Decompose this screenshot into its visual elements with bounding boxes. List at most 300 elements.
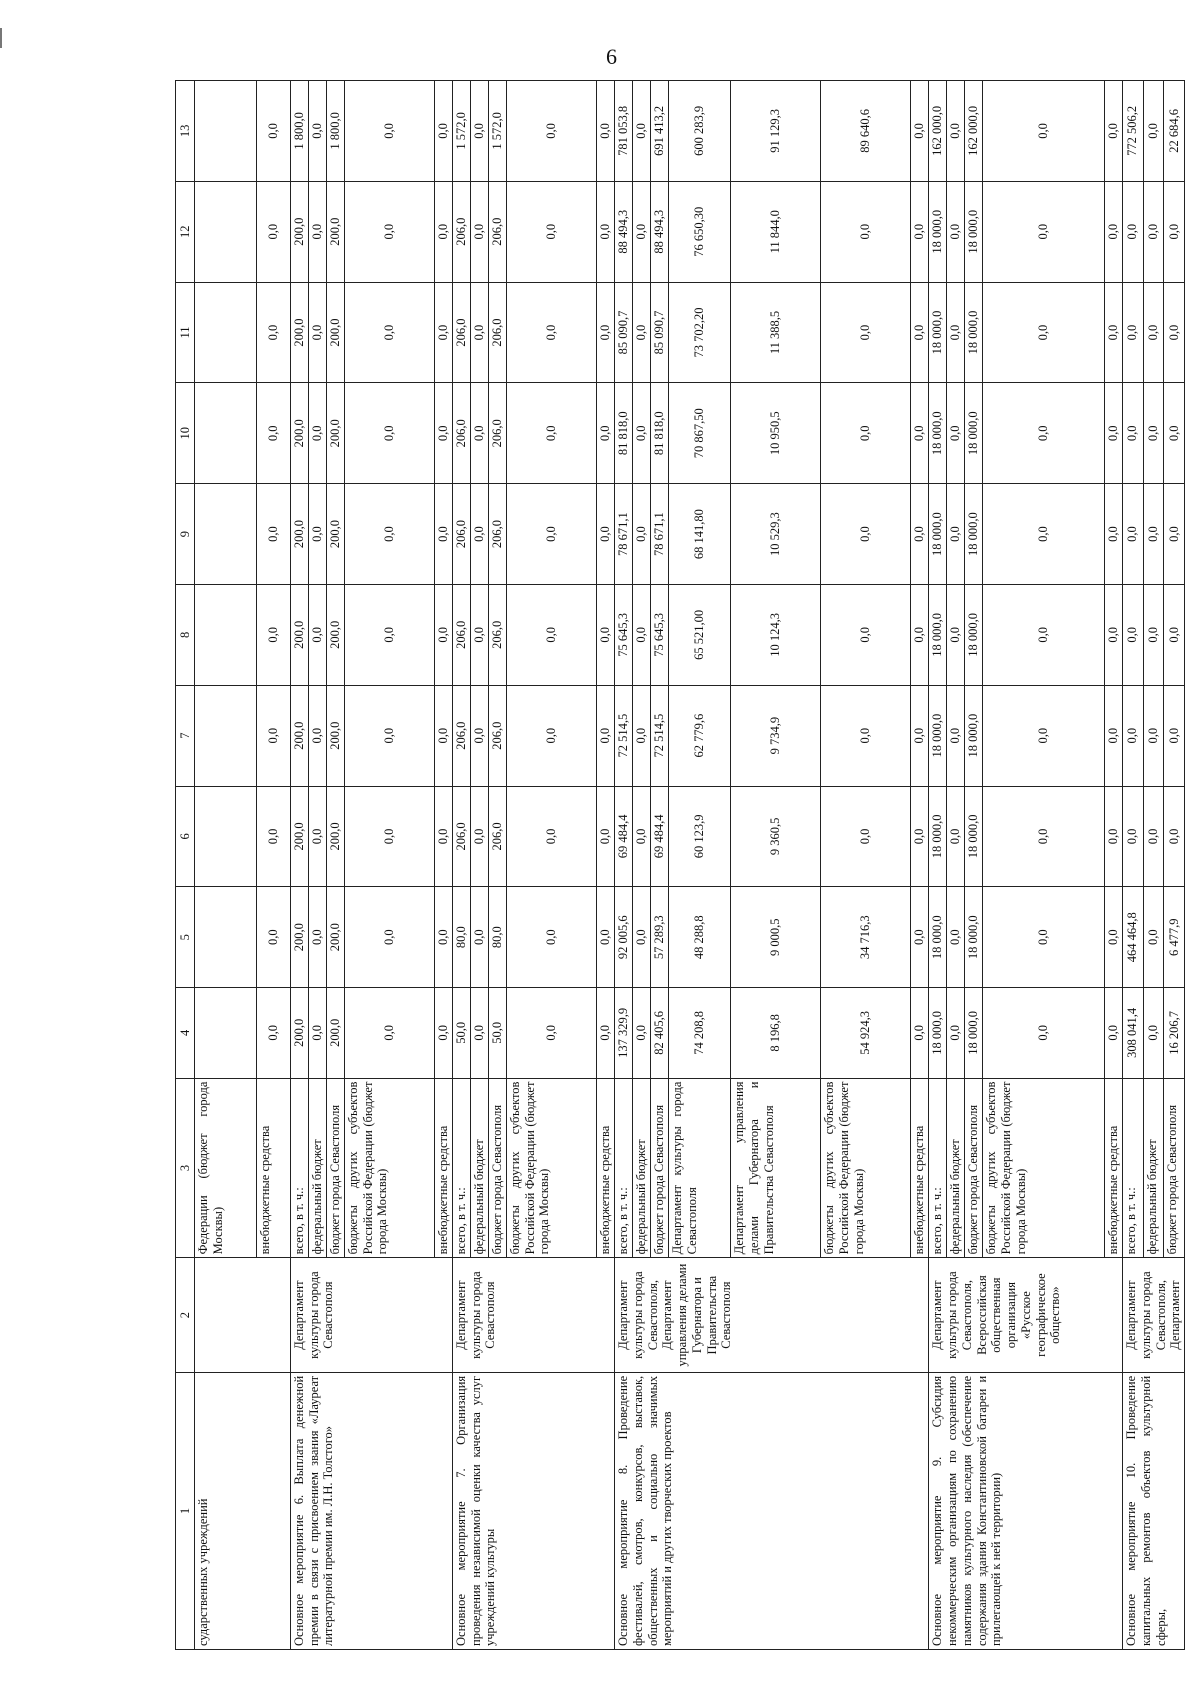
- value-cell: 0,0: [1123, 584, 1144, 685]
- table-row: [290, 81, 308, 1650]
- value-cell: 85 090,7: [651, 282, 669, 383]
- value-cell: 200,0: [290, 988, 308, 1078]
- funding-source-cell: бюджеты других субъектов Российской Федерации (бюджет города Москвы): [506, 1078, 596, 1258]
- value-cell: 0,0: [308, 786, 326, 887]
- value-cell: 0,0: [983, 484, 1105, 585]
- value-cell: 1 800,0: [326, 81, 344, 182]
- value-cell: 18 000,0: [965, 584, 983, 685]
- value-cell: 69 484,4: [615, 786, 633, 887]
- value-cell: 0,0: [1105, 887, 1123, 988]
- value-cell: 0,0: [983, 181, 1105, 282]
- value-cell: 0,0: [1123, 685, 1144, 786]
- value-cell: 78 671,1: [651, 484, 669, 585]
- value-cell: 600 283,9: [669, 81, 731, 182]
- value-cell: 0,0: [506, 584, 596, 685]
- table-row: [615, 81, 633, 1650]
- value-cell: 88 494,3: [651, 181, 669, 282]
- value-cell: 0,0: [1123, 181, 1144, 282]
- value-cell: 0,0: [1105, 786, 1123, 887]
- value-cell: 0,0: [821, 383, 911, 484]
- value-cell: 0,0: [633, 887, 651, 988]
- value-cell: 0,0: [983, 685, 1105, 786]
- value-cell: 206,0: [488, 383, 506, 484]
- value-cell: 0,0: [256, 383, 290, 484]
- table-row: [195, 81, 257, 1650]
- value-cell: 0,0: [597, 282, 615, 383]
- value-cell: 78 671,1: [615, 484, 633, 585]
- scan-edge-mark: [0, 28, 2, 48]
- value-cell: 0,0: [947, 584, 965, 685]
- value-cell: 0,0: [308, 81, 326, 182]
- value-cell: 88 494,3: [615, 181, 633, 282]
- value-cell: 91 129,3: [731, 81, 821, 182]
- value-cell: 781 053,8: [615, 81, 633, 182]
- value-cell: 0,0: [947, 988, 965, 1078]
- value-cell: 18 000,0: [929, 584, 947, 685]
- value-cell: 0,0: [256, 887, 290, 988]
- value-cell: [195, 383, 257, 484]
- value-cell: 0,0: [344, 282, 434, 383]
- value-cell: 0,0: [1105, 181, 1123, 282]
- value-cell: 0,0: [470, 81, 488, 182]
- value-cell: 80,0: [452, 887, 470, 988]
- value-cell: 206,0: [452, 584, 470, 685]
- funding-source-cell: федеральный бюджет: [947, 1078, 965, 1258]
- value-cell: 0,0: [256, 988, 290, 1078]
- value-cell: 0,0: [1143, 685, 1164, 786]
- value-cell: 0,0: [344, 81, 434, 182]
- column-number: 11: [176, 282, 195, 383]
- activity-cell: Основное мероприятие 9. Субсидия некоммерческим организациям по сохранению памятников культурного наследия (обеспечение содержания здания Константиновской батареи и прилегающей к ней территории): [929, 1372, 1123, 1649]
- activity-cell: Основное мероприятие 10. Проведение капитальных ремонтов объектов культурной сферы,: [1123, 1372, 1185, 1649]
- value-cell: 0,0: [821, 685, 911, 786]
- value-cell: 200,0: [290, 181, 308, 282]
- value-cell: 0,0: [597, 584, 615, 685]
- value-cell: 0,0: [308, 584, 326, 685]
- value-cell: 0,0: [1123, 484, 1144, 585]
- funding-source-cell: федеральный бюджет: [470, 1078, 488, 1258]
- value-cell: 48 288,8: [669, 887, 731, 988]
- value-cell: 0,0: [470, 685, 488, 786]
- value-cell: 0,0: [344, 584, 434, 685]
- value-cell: 0,0: [1164, 383, 1185, 484]
- table-row: [452, 81, 470, 1650]
- value-cell: 206,0: [488, 786, 506, 887]
- value-cell: 0,0: [344, 484, 434, 585]
- value-cell: 73 702,20: [669, 282, 731, 383]
- page-number: 6: [606, 44, 617, 69]
- value-cell: 0,0: [506, 181, 596, 282]
- funding-source-cell: бюджеты других субъектов Российской Федерации (бюджет города Москвы): [821, 1078, 911, 1258]
- value-cell: 0,0: [470, 181, 488, 282]
- value-cell: 72 514,5: [651, 685, 669, 786]
- funding-source-cell: всего, в т. ч.:: [615, 1078, 633, 1258]
- value-cell: 0,0: [983, 81, 1105, 182]
- value-cell: 0,0: [983, 282, 1105, 383]
- value-cell: 200,0: [290, 282, 308, 383]
- value-cell: [195, 484, 257, 585]
- value-cell: 0,0: [506, 786, 596, 887]
- value-cell: 0,0: [947, 282, 965, 383]
- value-cell: 1 800,0: [290, 81, 308, 182]
- activity-cell: сударственных учреждений: [195, 1372, 291, 1649]
- value-cell: 206,0: [452, 383, 470, 484]
- value-cell: 0,0: [947, 484, 965, 585]
- value-cell: 18 000,0: [929, 685, 947, 786]
- activity-cell: Основное мероприятие 7. Организация проведения независимой оценки качества услуг учреждений культуры: [452, 1372, 614, 1649]
- value-cell: 691 413,2: [651, 81, 669, 182]
- value-cell: 0,0: [1143, 786, 1164, 887]
- value-cell: [195, 81, 257, 182]
- value-cell: 11 388,5: [731, 282, 821, 383]
- value-cell: 10 124,3: [731, 584, 821, 685]
- value-cell: 0,0: [506, 887, 596, 988]
- value-cell: 0,0: [434, 383, 452, 484]
- value-cell: 0,0: [256, 181, 290, 282]
- column-number: 4: [176, 988, 195, 1078]
- value-cell: 0,0: [344, 988, 434, 1078]
- column-number: 1: [176, 1372, 195, 1649]
- column-number: 3: [176, 1078, 195, 1258]
- value-cell: 0,0: [308, 685, 326, 786]
- value-cell: 206,0: [452, 282, 470, 383]
- funding-source-cell: внебюджетные средства: [434, 1078, 452, 1258]
- value-cell: 0,0: [633, 181, 651, 282]
- funding-source-cell: всего, в т. ч.:: [929, 1078, 947, 1258]
- value-cell: 9 000,5: [731, 887, 821, 988]
- value-cell: 18 000,0: [965, 685, 983, 786]
- value-cell: 0,0: [633, 484, 651, 585]
- value-cell: 0,0: [947, 685, 965, 786]
- value-cell: 0,0: [1123, 786, 1144, 887]
- value-cell: 18 000,0: [929, 383, 947, 484]
- value-cell: 0,0: [470, 484, 488, 585]
- value-cell: [195, 584, 257, 685]
- value-cell: 0,0: [434, 887, 452, 988]
- value-cell: 0,0: [597, 786, 615, 887]
- value-cell: 0,0: [308, 181, 326, 282]
- value-cell: 0,0: [470, 786, 488, 887]
- value-cell: 0,0: [256, 685, 290, 786]
- value-cell: 0,0: [983, 383, 1105, 484]
- value-cell: 85 090,7: [615, 282, 633, 383]
- value-cell: 206,0: [488, 685, 506, 786]
- value-cell: 0,0: [983, 988, 1105, 1078]
- value-cell: 0,0: [256, 786, 290, 887]
- value-cell: 0,0: [434, 988, 452, 1078]
- funding-source-cell: всего, в т. ч.:: [1123, 1078, 1144, 1258]
- value-cell: 0,0: [470, 887, 488, 988]
- value-cell: 0,0: [821, 584, 911, 685]
- value-cell: 0,0: [597, 383, 615, 484]
- value-cell: 0,0: [1143, 584, 1164, 685]
- executor-cell: Департамент культуры города Севастополя: [452, 1258, 614, 1373]
- value-cell: 200,0: [326, 282, 344, 383]
- value-cell: 0,0: [983, 887, 1105, 988]
- value-cell: 0,0: [821, 786, 911, 887]
- value-cell: 60 123,9: [669, 786, 731, 887]
- value-cell: 0,0: [983, 584, 1105, 685]
- value-cell: 206,0: [488, 484, 506, 585]
- funding-source-cell: бюджет города Севастополя: [326, 1078, 344, 1258]
- value-cell: 34 716,3: [821, 887, 911, 988]
- value-cell: 0,0: [256, 584, 290, 685]
- value-cell: 0,0: [1143, 282, 1164, 383]
- value-cell: [195, 181, 257, 282]
- value-cell: 9 734,9: [731, 685, 821, 786]
- value-cell: 0,0: [1164, 584, 1185, 685]
- value-cell: 0,0: [434, 484, 452, 585]
- value-cell: 0,0: [947, 887, 965, 988]
- value-cell: 0,0: [506, 282, 596, 383]
- value-cell: 0,0: [434, 584, 452, 685]
- value-cell: 0,0: [470, 988, 488, 1078]
- value-cell: 68 141,80: [669, 484, 731, 585]
- funding-source-cell: внебюджетные средства: [911, 1078, 929, 1258]
- value-cell: 0,0: [633, 81, 651, 182]
- value-cell: 0,0: [308, 282, 326, 383]
- value-cell: 0,0: [1105, 988, 1123, 1078]
- value-cell: 18 000,0: [965, 988, 983, 1078]
- value-cell: 10 529,3: [731, 484, 821, 585]
- value-cell: 0,0: [1164, 484, 1185, 585]
- value-cell: 0,0: [470, 383, 488, 484]
- value-cell: 72 514,5: [615, 685, 633, 786]
- funding-source-cell: Департамент культуры города Севастополя: [669, 1078, 731, 1258]
- value-cell: 11 844,0: [731, 181, 821, 282]
- value-cell: 0,0: [1105, 282, 1123, 383]
- value-cell: 0,0: [1105, 685, 1123, 786]
- value-cell: 0,0: [506, 383, 596, 484]
- rotated-table-wrapper: [175, 80, 1185, 1650]
- value-cell: 6 477,9: [1164, 887, 1185, 988]
- value-cell: 50,0: [488, 988, 506, 1078]
- value-cell: 92 005,6: [615, 887, 633, 988]
- value-cell: 1 572,0: [452, 81, 470, 182]
- value-cell: 0,0: [344, 383, 434, 484]
- funding-source-cell: бюджет города Севастополя: [488, 1078, 506, 1258]
- value-cell: 0,0: [308, 988, 326, 1078]
- value-cell: 18 000,0: [965, 383, 983, 484]
- activity-cell: Основное мероприятие 8. Проведение фестивалей, смотров, конкурсов, выставок, общественных и социально значимых мероприятий и других творческих проектов: [615, 1372, 929, 1649]
- value-cell: 206,0: [488, 584, 506, 685]
- column-number: 6: [176, 786, 195, 887]
- value-cell: 0,0: [633, 988, 651, 1078]
- value-cell: 0,0: [597, 181, 615, 282]
- value-cell: 200,0: [326, 988, 344, 1078]
- value-cell: 0,0: [1123, 383, 1144, 484]
- value-cell: 57 289,3: [651, 887, 669, 988]
- executor-cell: [195, 1258, 291, 1373]
- table-row: [929, 81, 947, 1650]
- funding-source-cell: внебюджетные средства: [597, 1078, 615, 1258]
- value-cell: 0,0: [344, 786, 434, 887]
- value-cell: 206,0: [452, 786, 470, 887]
- value-cell: 70 867,50: [669, 383, 731, 484]
- value-cell: 0,0: [633, 786, 651, 887]
- funding-source-cell: бюджеты других субъектов Российской Федерации (бюджет города Москвы): [344, 1078, 434, 1258]
- column-number: 12: [176, 181, 195, 282]
- value-cell: 0,0: [821, 484, 911, 585]
- value-cell: 0,0: [506, 988, 596, 1078]
- value-cell: 0,0: [1123, 282, 1144, 383]
- value-cell: 206,0: [452, 181, 470, 282]
- value-cell: 22 684,6: [1164, 81, 1185, 182]
- value-cell: 0,0: [1105, 584, 1123, 685]
- value-cell: 0,0: [1143, 887, 1164, 988]
- value-cell: 162 000,0: [965, 81, 983, 182]
- value-cell: 18 000,0: [965, 181, 983, 282]
- column-number: 13: [176, 81, 195, 182]
- value-cell: [195, 282, 257, 383]
- value-cell: 0,0: [1105, 383, 1123, 484]
- value-cell: 0,0: [1105, 484, 1123, 585]
- value-cell: 54 924,3: [821, 988, 911, 1078]
- value-cell: 82 405,6: [651, 988, 669, 1078]
- executor-cell: Департамент культуры города Севастополя, Всероссийская общественная организация «Русское географическое общество»: [929, 1258, 1123, 1373]
- value-cell: 0,0: [1164, 181, 1185, 282]
- column-number: 8: [176, 584, 195, 685]
- value-cell: 0,0: [821, 282, 911, 383]
- value-cell: 0,0: [947, 383, 965, 484]
- value-cell: 200,0: [326, 786, 344, 887]
- value-cell: 0,0: [1105, 81, 1123, 182]
- value-cell: 18 000,0: [929, 484, 947, 585]
- value-cell: 0,0: [1164, 282, 1185, 383]
- value-cell: 0,0: [1164, 786, 1185, 887]
- value-cell: 206,0: [488, 282, 506, 383]
- value-cell: 18 000,0: [929, 887, 947, 988]
- column-number: 9: [176, 484, 195, 585]
- value-cell: 18 000,0: [929, 988, 947, 1078]
- value-cell: 0,0: [597, 887, 615, 988]
- value-cell: 0,0: [308, 383, 326, 484]
- value-cell: [195, 685, 257, 786]
- funding-source-cell: внебюджетные средства: [1105, 1078, 1123, 1258]
- value-cell: 0,0: [911, 685, 929, 786]
- value-cell: 200,0: [326, 484, 344, 585]
- activity-cell: Основное мероприятие 6. Выплата денежной премии в связи с присвоением звания «Лауреат литературной премии им. Л.Н. Толстого»: [290, 1372, 452, 1649]
- value-cell: 0,0: [911, 282, 929, 383]
- funding-source-cell: бюджет города Севастополя: [1164, 1078, 1185, 1258]
- value-cell: 0,0: [633, 282, 651, 383]
- value-cell: 16 206,7: [1164, 988, 1185, 1078]
- value-cell: 0,0: [1143, 181, 1164, 282]
- funding-source-cell: федеральный бюджет: [1143, 1078, 1164, 1258]
- value-cell: 0,0: [597, 484, 615, 585]
- value-cell: 0,0: [256, 484, 290, 585]
- value-cell: 50,0: [452, 988, 470, 1078]
- value-cell: 0,0: [256, 81, 290, 182]
- value-cell: 0,0: [597, 81, 615, 182]
- value-cell: 0,0: [1143, 484, 1164, 585]
- value-cell: 0,0: [1143, 383, 1164, 484]
- value-cell: 206,0: [488, 181, 506, 282]
- funding-source-cell: бюджет города Севастополя: [965, 1078, 983, 1258]
- value-cell: 200,0: [326, 887, 344, 988]
- value-cell: 0,0: [911, 584, 929, 685]
- funding-source-cell: Федерации (бюджет города Москвы): [195, 1078, 257, 1258]
- value-cell: 308 041,4: [1123, 988, 1144, 1078]
- value-cell: 1 572,0: [488, 81, 506, 182]
- value-cell: 0,0: [1143, 81, 1164, 182]
- executor-cell: Департамент культуры города Севастополя, Департамент: [1123, 1258, 1185, 1373]
- value-cell: 62 779,6: [669, 685, 731, 786]
- value-cell: 18 000,0: [965, 786, 983, 887]
- value-cell: 162 000,0: [929, 81, 947, 182]
- funding-source-cell: всего, в т. ч.:: [452, 1078, 470, 1258]
- value-cell: 0,0: [983, 786, 1105, 887]
- value-cell: 0,0: [911, 887, 929, 988]
- value-cell: 0,0: [821, 181, 911, 282]
- value-cell: 0,0: [947, 181, 965, 282]
- value-cell: 18 000,0: [965, 887, 983, 988]
- value-cell: 65 521,00: [669, 584, 731, 685]
- value-cell: 200,0: [290, 383, 308, 484]
- value-cell: 0,0: [470, 282, 488, 383]
- value-cell: 0,0: [911, 81, 929, 182]
- value-cell: 0,0: [633, 383, 651, 484]
- value-cell: 89 640,6: [821, 81, 911, 182]
- value-cell: 0,0: [344, 181, 434, 282]
- value-cell: 464 464,8: [1123, 887, 1144, 988]
- value-cell: 0,0: [911, 181, 929, 282]
- table-row: [1123, 81, 1144, 1650]
- value-cell: 200,0: [326, 181, 344, 282]
- value-cell: 18 000,0: [929, 181, 947, 282]
- value-cell: 0,0: [911, 484, 929, 585]
- value-cell: 200,0: [326, 383, 344, 484]
- value-cell: [195, 988, 257, 1078]
- column-number-row: [176, 81, 195, 1650]
- value-cell: 0,0: [344, 887, 434, 988]
- value-cell: 0,0: [947, 786, 965, 887]
- value-cell: 8 196,8: [731, 988, 821, 1078]
- value-cell: 0,0: [434, 282, 452, 383]
- value-cell: 80,0: [488, 887, 506, 988]
- value-cell: 81 818,0: [615, 383, 633, 484]
- value-cell: [195, 786, 257, 887]
- value-cell: 0,0: [1143, 988, 1164, 1078]
- value-cell: 0,0: [434, 786, 452, 887]
- value-cell: 18 000,0: [965, 484, 983, 585]
- value-cell: 0,0: [911, 988, 929, 1078]
- value-cell: 0,0: [1164, 685, 1185, 786]
- value-cell: 0,0: [597, 988, 615, 1078]
- value-cell: 0,0: [308, 484, 326, 585]
- value-cell: 0,0: [911, 786, 929, 887]
- value-cell: 200,0: [326, 584, 344, 685]
- value-cell: 0,0: [470, 584, 488, 685]
- value-cell: 81 818,0: [651, 383, 669, 484]
- value-cell: 200,0: [290, 887, 308, 988]
- funding-source-cell: федеральный бюджет: [633, 1078, 651, 1258]
- column-number: 7: [176, 685, 195, 786]
- value-cell: 0,0: [911, 383, 929, 484]
- value-cell: 206,0: [452, 685, 470, 786]
- column-number: 2: [176, 1258, 195, 1373]
- value-cell: 200,0: [290, 685, 308, 786]
- funding-source-cell: внебюджетные средства: [256, 1078, 290, 1258]
- value-cell: 772 506,2: [1123, 81, 1144, 182]
- funding-source-cell: федеральный бюджет: [308, 1078, 326, 1258]
- value-cell: 0,0: [434, 181, 452, 282]
- value-cell: 10 950,5: [731, 383, 821, 484]
- value-cell: 0,0: [506, 484, 596, 585]
- value-cell: 0,0: [506, 81, 596, 182]
- value-cell: 0,0: [344, 685, 434, 786]
- value-cell: 0,0: [633, 584, 651, 685]
